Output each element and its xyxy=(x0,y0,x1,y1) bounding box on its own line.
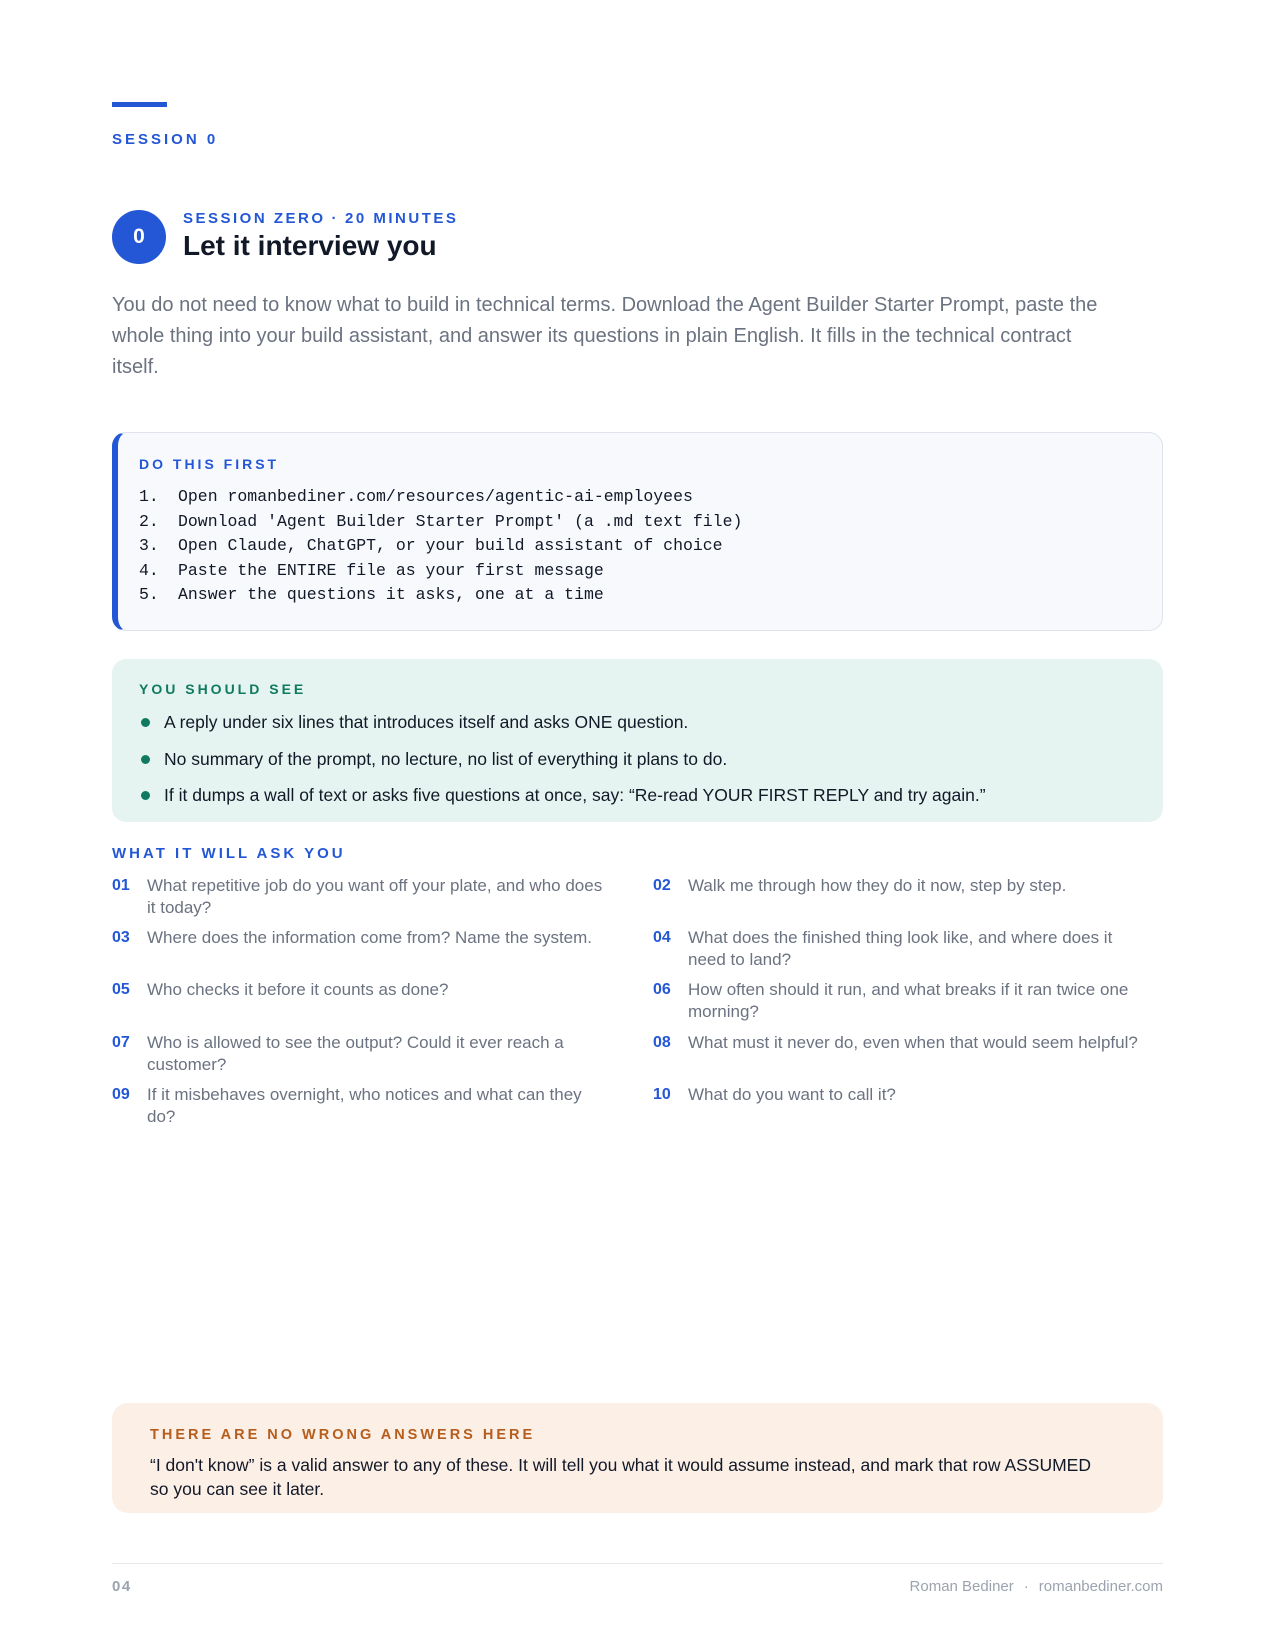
question-number: 01 xyxy=(112,877,130,894)
expectations-list xyxy=(139,710,986,820)
question-text: What repetitive job do you want off your plate, and who does it today? xyxy=(147,876,603,917)
question-number: 10 xyxy=(653,1086,671,1103)
footer-divider xyxy=(112,1563,1163,1564)
footer-credits xyxy=(910,1578,1163,1595)
bullet-dot-icon xyxy=(141,791,150,800)
you-should-see-box xyxy=(112,659,1163,822)
step-item xyxy=(139,485,742,510)
no-wrong-answers-box xyxy=(112,1403,1163,1513)
expectation-text: If it dumps a wall of text or asks five questions at once, say: “Re-read YOUR FIRST REPLY and try again.” xyxy=(164,785,986,805)
question-item xyxy=(653,875,1153,897)
question-text: What do you want to call it? xyxy=(688,1085,896,1104)
question-item xyxy=(112,1032,612,1076)
footer-separator: · xyxy=(1023,1578,1029,1595)
step-text: Download 'Agent Builder Starter Prompt' (a .md text file) xyxy=(178,511,743,531)
footer-author: Roman Bediner xyxy=(909,1578,1014,1595)
session-duration: 20 MINUTES xyxy=(345,210,459,227)
section-eyebrow: SESSION 0 xyxy=(112,131,219,148)
expectation-text: No summary of the prompt, no lecture, no list of everything it plans to do. xyxy=(164,748,728,769)
do-this-first-box xyxy=(112,432,1163,631)
question-item xyxy=(653,1032,1153,1054)
question-text: Where does the information come from? Name the system. xyxy=(147,928,593,947)
meta-separator: · xyxy=(331,210,340,227)
steps-list xyxy=(139,485,742,608)
top-accent-rule xyxy=(112,102,167,107)
bullet-dot-icon xyxy=(141,718,150,727)
step-text: Open Claude, ChatGPT, or your build assistant of choice xyxy=(178,536,723,555)
question-text: Who checks it before it counts as done? xyxy=(147,980,449,999)
question-text: What must it never do, even when that would seem helpful? xyxy=(688,1033,1138,1052)
step-item xyxy=(139,534,742,559)
no-wrong-answers-text: “I don't know” is a valid answer to any of these. It will tell you what it would assume instead, and mark that row ASSUMED so you can see it later. xyxy=(150,1455,1091,1499)
session-meta xyxy=(183,210,458,227)
question-number: 02 xyxy=(653,877,671,894)
session-kicker: SESSION ZERO xyxy=(183,210,326,227)
expectation-item xyxy=(139,747,986,784)
question-text: What does the finished thing look like, and where does it need to land? xyxy=(688,928,1113,969)
question-number: 09 xyxy=(112,1086,130,1103)
question-text: How often should it run, and what breaks if it ran twice one morning? xyxy=(688,980,1129,1021)
question-text: Who is allowed to see the output? Could it ever reach a customer? xyxy=(147,1033,564,1074)
session-number-badge: 0 xyxy=(112,210,166,264)
question-item xyxy=(653,927,1153,971)
step-number: 1. xyxy=(139,487,159,506)
question-number: 05 xyxy=(112,981,130,998)
step-number: 4. xyxy=(139,560,159,580)
question-item xyxy=(112,875,612,919)
question-number: 04 xyxy=(653,929,671,946)
no-wrong-answers-label: THERE ARE NO WRONG ANSWERS HERE xyxy=(150,1427,536,1443)
step-item xyxy=(139,583,742,608)
question-item xyxy=(653,979,1153,1023)
question-item xyxy=(653,1084,1153,1106)
question-item xyxy=(112,1084,612,1128)
step-number: 3. xyxy=(139,536,159,555)
intro-paragraph: You do not need to know what to build in technical terms. Download the Agent Builder Starter Prompt, paste the whole thing into your build assistant, and answer its questions in plain English. It fills in the technical contract itself. xyxy=(112,294,1098,378)
expectation-item xyxy=(139,710,986,747)
expectation-text: A reply under six lines that introduces itself and asks ONE question. xyxy=(164,712,689,732)
question-number: 07 xyxy=(112,1034,130,1051)
question-number: 08 xyxy=(653,1034,671,1051)
question-number: 06 xyxy=(653,981,671,998)
question-text: Walk me through how they do it now, step by step. xyxy=(688,876,1067,895)
step-text: Open romanbediner.com/resources/agentic-ai-employees xyxy=(178,487,693,506)
step-text: Paste the ENTIRE file as your first message xyxy=(178,560,604,580)
expectation-item xyxy=(139,783,986,820)
bullet-dot-icon xyxy=(141,755,150,764)
session-title: Let it interview you xyxy=(183,230,437,261)
question-item xyxy=(112,979,612,1001)
question-item xyxy=(112,927,612,949)
footer-site: romanbediner.com xyxy=(1038,1578,1163,1595)
question-number: 03 xyxy=(112,929,130,946)
do-this-first-label: DO THIS FIRST xyxy=(139,456,280,472)
step-number: 5. xyxy=(139,585,159,604)
questions-label: WHAT IT WILL ASK YOU xyxy=(112,845,346,862)
question-text: If it misbehaves overnight, who notices and what can they do? xyxy=(147,1085,582,1126)
session-header xyxy=(112,210,712,266)
you-should-see-label: YOU SHOULD SEE xyxy=(139,681,307,697)
step-text: Answer the questions it asks, one at a time xyxy=(178,585,604,604)
step-item xyxy=(139,559,742,584)
step-number: 2. xyxy=(139,511,159,531)
page-number: 04 xyxy=(112,1578,132,1595)
step-item xyxy=(139,510,742,535)
